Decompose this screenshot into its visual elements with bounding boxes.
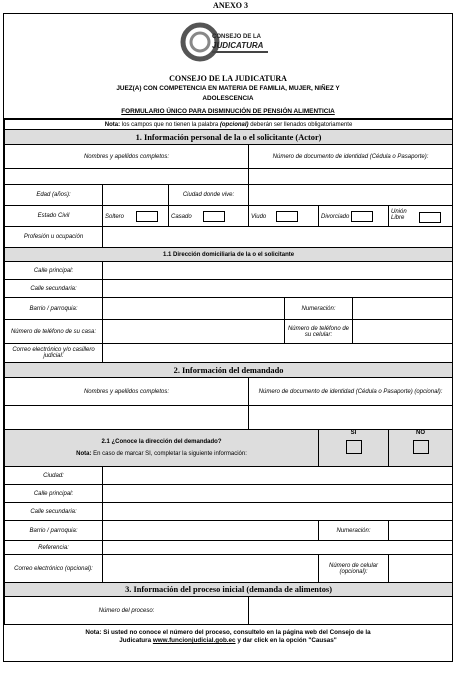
- def-secondary-street-label: Calle secundaria:: [5, 503, 103, 521]
- number-label: Numeración:: [285, 298, 353, 320]
- def-barrio-field[interactable]: [103, 521, 319, 541]
- barrio-field[interactable]: [103, 298, 285, 320]
- secondary-street-label: Calle secundaria:: [5, 280, 103, 298]
- home-phone-label: Número de teléfono de su casa:: [5, 320, 103, 344]
- main-street-field[interactable]: [103, 262, 453, 280]
- form-name: FORMULARIO ÚNICO PARA DISMINUCIÓN DE PENSIÓN ALIMENTICIA: [121, 108, 335, 115]
- civil-casado: Casado: [169, 206, 249, 227]
- city-label: Ciudad donde vive:: [169, 185, 249, 206]
- def-reference-label: Referencia:: [5, 541, 103, 555]
- soltero-checkbox[interactable]: [136, 211, 158, 222]
- defendant-id-field[interactable]: [249, 406, 453, 430]
- def-cell-field[interactable]: [389, 555, 453, 583]
- age-field[interactable]: [103, 185, 169, 206]
- barrio-label: Barrio / parroquia:: [5, 298, 103, 320]
- civil-soltero: Soltero: [103, 206, 169, 227]
- def-number-field[interactable]: [389, 521, 453, 541]
- website-link[interactable]: www.funcionjudicial.gob.ec: [152, 637, 236, 645]
- section-2-title: 2. Información del demandado: [5, 363, 453, 378]
- email-label: Correo electrónico y/o casillero judicial:: [5, 344, 103, 363]
- email-field[interactable]: [103, 344, 453, 363]
- judicatura-logo: [180, 20, 272, 64]
- city-field[interactable]: [249, 185, 453, 206]
- actor-id-label: Número de documento de identidad (Cédula o Pasaporte):: [249, 145, 453, 169]
- actor-names-label: Nombres y apellidos completos:: [5, 145, 249, 169]
- address-question: 2.1 ¿Conoce la dirección del demandado? Nota: En caso de marcar SI, completar la siguiente información:: [5, 430, 319, 467]
- profession-label: Profesión u ocupación: [5, 227, 103, 248]
- casado-checkbox[interactable]: [203, 211, 225, 222]
- main-street-label: Calle principal:: [5, 262, 103, 280]
- def-city-label: Ciudad:: [5, 467, 103, 485]
- actor-names-field[interactable]: [5, 169, 249, 185]
- footer-note: Nota: Si usted no conoce el número del proceso, consultelo en la página web del Consejo de la Judicatura www.funcionjudicial.gob.ec y dar click en la opción "Causas": [85, 629, 371, 645]
- svg-text:CONSEJO DE LA: CONSEJO DE LA: [212, 34, 262, 40]
- viudo-checkbox[interactable]: [276, 211, 298, 222]
- si-checkbox[interactable]: [346, 440, 362, 454]
- form: [3, 13, 453, 662]
- form-header: [4, 14, 452, 119]
- civil-status-label: Estado Civil: [5, 206, 103, 227]
- def-reference-field[interactable]: [103, 541, 453, 555]
- process-number-field[interactable]: [249, 597, 453, 625]
- def-email-field[interactable]: [103, 555, 319, 583]
- civil-divorciado: Divorciado: [319, 206, 389, 227]
- def-number-label: Numeración:: [319, 521, 389, 541]
- section-1-1-title: 1.1 Dirección domiciliaria de la o el solicitante: [5, 248, 453, 262]
- union-checkbox[interactable]: [419, 212, 441, 223]
- section-1-title: 1. Información personal de la o el solicitante (Actor): [5, 130, 453, 145]
- def-barrio-label: Barrio / parroquia:: [5, 521, 103, 541]
- section-3-title: 3. Información del proceso inicial (demanda de alimentos): [5, 583, 453, 597]
- def-cell-label: Número de celular (opcional):: [319, 555, 389, 583]
- actor-id-field[interactable]: [249, 169, 453, 185]
- def-city-field[interactable]: [103, 467, 453, 485]
- defendant-id-label: Número de documento de identidad (Cédula o Pasaporte) (opcional):: [249, 378, 453, 406]
- divorciado-checkbox[interactable]: [351, 211, 373, 222]
- def-email-label: Correo electrónico (opcional):: [5, 555, 103, 583]
- required-note: Nota: los campos que no tienen la palabra (opcional) deberán ser llenados obligatoriamente: [5, 120, 453, 130]
- subtitle-line-2: ADOLESCENCIA: [202, 95, 254, 102]
- subtitle-line-1: JUEZ(A) CON COMPETENCIA EN MATERIA DE FAMILIA, MUJER, NIÑEZ Y: [116, 85, 340, 92]
- profession-field[interactable]: [103, 227, 453, 248]
- no-checkbox[interactable]: [413, 440, 429, 454]
- number-field[interactable]: [353, 298, 453, 320]
- civil-union: Unión Libre: [389, 206, 453, 227]
- defendant-names-label: Nombres y apellidos completos:: [5, 378, 249, 406]
- process-number-label: Número del proceso:: [5, 597, 249, 625]
- defendant-names-field[interactable]: [5, 406, 249, 430]
- def-main-street-label: Calle principal:: [5, 485, 103, 503]
- form-table: [4, 119, 453, 625]
- civil-viudo: Viudo: [249, 206, 319, 227]
- annex-label: ANEXO 3: [213, 1, 248, 10]
- age-label: Edad (años):: [5, 185, 103, 206]
- page-title: CONSEJO DE LA JUDICATURA: [169, 74, 287, 83]
- secondary-street-field[interactable]: [103, 280, 453, 298]
- cell-phone-field[interactable]: [353, 320, 453, 344]
- def-secondary-street-field[interactable]: [103, 503, 453, 521]
- svg-text:JUDICATURA: JUDICATURA: [212, 41, 264, 50]
- def-main-street-field[interactable]: [103, 485, 453, 503]
- no-option: NO: [389, 430, 453, 467]
- cell-phone-label: Número de teléfono de su celular:: [285, 320, 353, 344]
- home-phone-field[interactable]: [103, 320, 285, 344]
- si-option: SI: [319, 430, 389, 467]
